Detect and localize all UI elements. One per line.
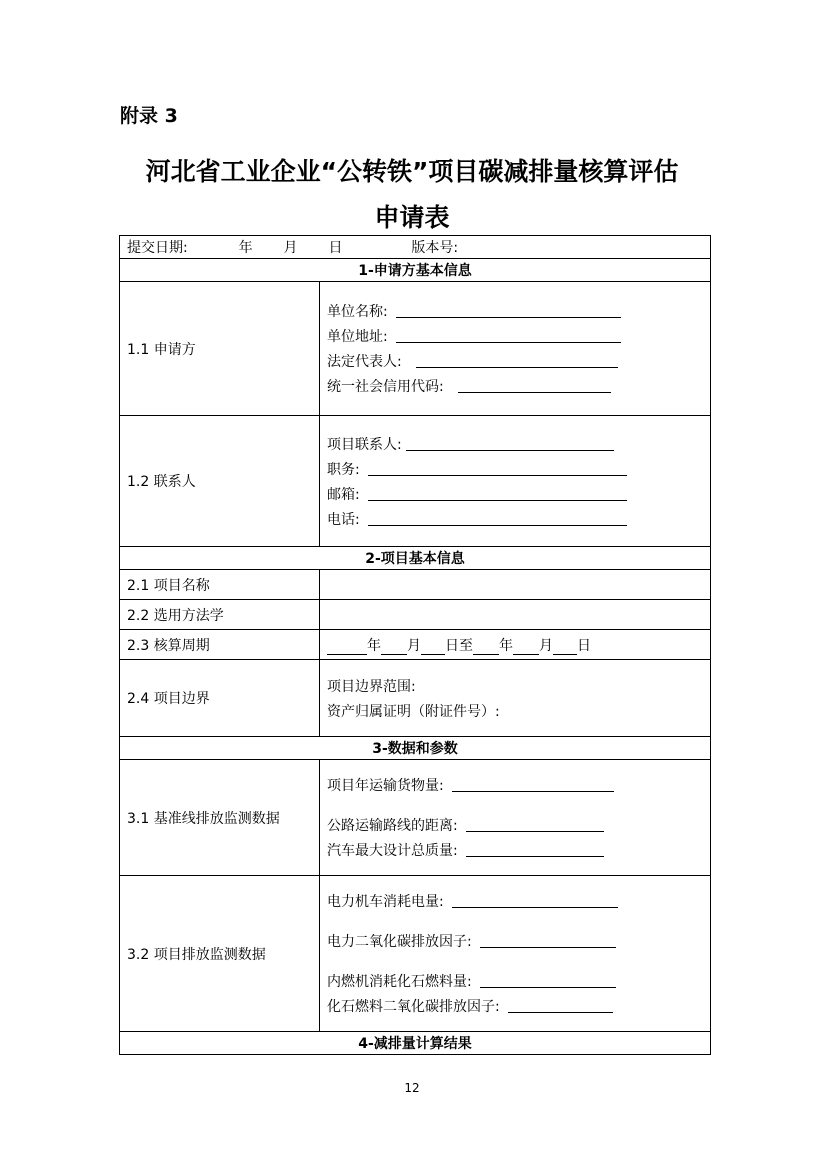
electric-loco-power-label: 电力机车消耗电量: — [327, 894, 444, 910]
end-day-blank[interactable] — [553, 639, 577, 655]
email-label: 邮箱: — [327, 486, 360, 503]
submit-date-label: 提交日期: — [127, 240, 188, 256]
day-label: 日 — [328, 240, 343, 256]
power-co2-factor-label: 电力二氧化碳排放因子: — [327, 934, 472, 950]
position-blank[interactable] — [368, 475, 627, 476]
form-title-line2: 申请表 — [374, 203, 450, 232]
road-distance-label: 公路运输路线的距离: — [327, 818, 458, 834]
field-line — [327, 971, 710, 991]
section-row — [120, 547, 711, 570]
submission-info-row — [120, 236, 711, 259]
vehicle-mass-label: 汽车最大设计总质量: — [327, 843, 458, 859]
methodology-row — [120, 600, 711, 630]
section-header-3: 3-数据和参数 — [120, 737, 711, 760]
application-form-table — [119, 235, 711, 1055]
credit-code-blank[interactable] — [458, 392, 611, 393]
accounting-period-row — [120, 630, 711, 660]
end-day-label: 日 — [577, 637, 591, 654]
start-day-label: 日至 — [445, 637, 473, 654]
field-line — [327, 351, 710, 371]
legal-rep-label: 法定代表人: — [327, 354, 402, 370]
start-month-label: 月 — [407, 637, 421, 654]
accounting-period-value — [320, 630, 711, 660]
start-year-label: 年 — [367, 637, 381, 654]
section-header-4: 4-减排量计算结果 — [120, 1032, 711, 1055]
applicant-label: 1.1 申请方 — [120, 282, 320, 416]
fossil-co2-factor-label: 化石燃料二氧化碳排放因子: — [327, 999, 500, 1015]
company-address-label: 单位地址: — [327, 329, 388, 345]
applicant-fields — [320, 282, 711, 416]
asset-proof-label: 资产归属证明（附证件号）: — [327, 703, 500, 720]
contact-row — [120, 416, 711, 547]
end-month-blank[interactable] — [513, 639, 539, 655]
project-boundary-row — [120, 660, 711, 737]
company-address-blank[interactable] — [396, 342, 621, 343]
field-line — [327, 931, 710, 951]
fossil-fuel-use-label: 内燃机消耗化石燃料量: — [327, 974, 472, 990]
section-row — [120, 259, 711, 282]
section-header-1: 1-申请方基本信息 — [120, 259, 711, 282]
phone-blank[interactable] — [368, 525, 627, 526]
field-line — [327, 815, 710, 835]
project-name-row — [120, 570, 711, 600]
power-co2-factor-blank[interactable] — [480, 947, 616, 948]
field-line — [327, 701, 710, 721]
project-emission-row — [120, 876, 711, 1032]
start-day-blank[interactable] — [421, 639, 445, 655]
start-month-blank[interactable] — [381, 639, 407, 655]
company-name-blank[interactable] — [396, 317, 621, 318]
page-number: 12 — [404, 1081, 420, 1095]
baseline-data-fields — [320, 760, 711, 876]
end-year-blank[interactable] — [473, 639, 499, 655]
transport-volume-label: 项目年运输货物量: — [327, 778, 444, 794]
legal-rep-blank[interactable] — [416, 367, 618, 368]
project-emission-fields — [320, 876, 711, 1032]
project-name-value[interactable] — [320, 570, 711, 600]
vehicle-mass-blank[interactable] — [466, 856, 604, 857]
transport-volume-blank[interactable] — [452, 791, 614, 792]
project-emission-label: 3.2 项目排放监测数据 — [120, 876, 320, 1032]
section-row — [120, 737, 711, 760]
submission-info-cell — [120, 236, 711, 259]
field-line — [327, 376, 710, 396]
project-contact-blank[interactable] — [406, 450, 614, 451]
applicant-row — [120, 282, 711, 416]
field-line — [327, 996, 710, 1016]
version-label: 版本号: — [411, 240, 459, 256]
credit-code-label: 统一社会信用代码: — [327, 379, 444, 395]
form-title: 河北省工业企业“公转铁”项目碳减排量核算评估 — [145, 157, 679, 186]
year-label: 年 — [238, 240, 253, 256]
start-year-blank[interactable] — [327, 639, 367, 655]
company-name-label: 单位名称: — [327, 304, 388, 320]
section-header-2: 2-项目基本信息 — [120, 547, 711, 570]
field-line — [327, 840, 710, 860]
project-boundary-fields — [320, 660, 711, 737]
methodology-value[interactable] — [320, 600, 711, 630]
field-line — [327, 434, 710, 454]
electric-loco-power-blank[interactable] — [452, 907, 618, 908]
field-line — [327, 676, 710, 696]
field-line — [327, 891, 710, 911]
field-line — [327, 484, 710, 504]
boundary-scope-label: 项目边界范围: — [327, 678, 416, 695]
methodology-label: 2.2 选用方法学 — [120, 600, 320, 630]
position-label: 职务: — [327, 461, 360, 478]
field-line — [327, 775, 710, 795]
project-boundary-label: 2.4 项目边界 — [120, 660, 320, 737]
project-name-label: 2.1 项目名称 — [120, 570, 320, 600]
end-month-label: 月 — [539, 637, 553, 654]
fossil-co2-factor-blank[interactable] — [508, 1012, 613, 1013]
accounting-period-label: 2.3 核算周期 — [120, 630, 320, 660]
field-line — [327, 459, 710, 479]
phone-label: 电话: — [327, 511, 360, 528]
road-distance-blank[interactable] — [466, 831, 604, 832]
field-line — [327, 326, 710, 346]
fossil-fuel-use-blank[interactable] — [480, 987, 616, 988]
month-label: 月 — [283, 240, 298, 256]
email-blank[interactable] — [368, 500, 627, 501]
baseline-data-label: 3.1 基准线排放监测数据 — [120, 760, 320, 876]
contact-label: 1.2 联系人 — [120, 416, 320, 547]
contact-fields — [320, 416, 711, 547]
baseline-data-row — [120, 760, 711, 876]
section-row — [120, 1032, 711, 1055]
end-year-label: 年 — [499, 637, 513, 654]
project-contact-label: 项目联系人: — [327, 436, 402, 453]
appendix-label: 附录 3 — [120, 105, 178, 127]
field-line — [327, 301, 710, 321]
field-line — [327, 509, 710, 529]
